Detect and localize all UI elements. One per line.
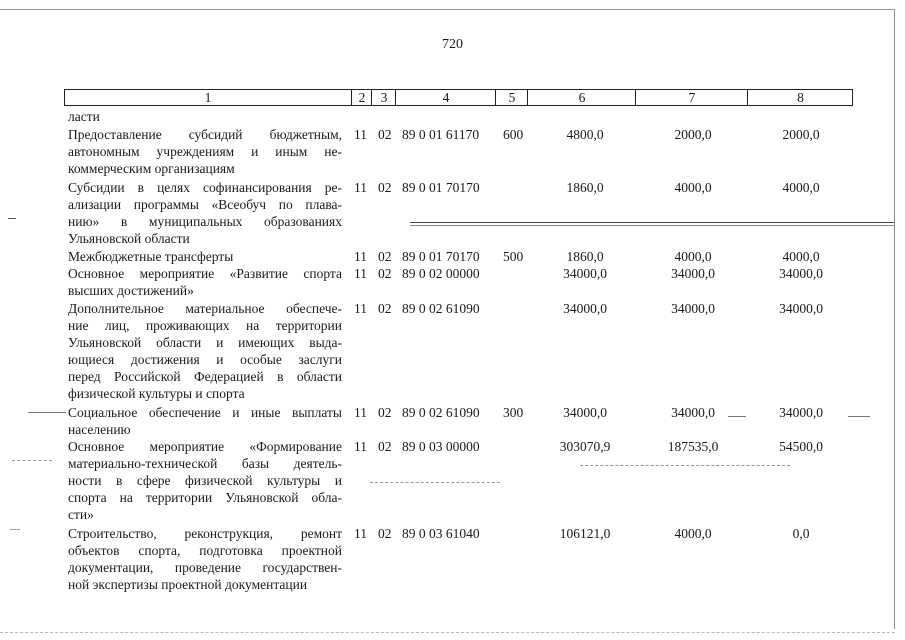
description-line: перед Российской Федерацией в области xyxy=(68,369,342,384)
description-line: Межбюджетные трансферты xyxy=(68,249,234,264)
scan-artifact-line xyxy=(410,222,894,223)
description-line: Ульяновской области xyxy=(68,231,190,246)
target-article-code: 89 0 03 61040 xyxy=(402,526,480,541)
amount-col-6: 4800,0 xyxy=(566,127,604,142)
description-line: документации, проведение государствен- xyxy=(68,560,342,575)
table-header xyxy=(64,89,853,106)
scan-artifact-line xyxy=(410,225,894,226)
description-line: ние лиц, проживающих на территории xyxy=(68,318,342,333)
description-line: Предоставление субсидий бюджетным, xyxy=(68,127,342,142)
amount-col-7: 34000,0 xyxy=(671,266,715,281)
amount-col-8: 34000,0 xyxy=(779,266,823,281)
expense-type-code: 500 xyxy=(503,249,524,264)
row-description xyxy=(68,126,342,177)
scan-border-right xyxy=(894,9,895,629)
description-line: сти» xyxy=(68,507,94,522)
scan-artifact-line xyxy=(728,416,746,417)
row-description xyxy=(68,525,342,593)
amount-col-6: 34000,0 xyxy=(563,301,607,316)
scan-artifact-line xyxy=(848,416,870,417)
amount-col-8: 2000,0 xyxy=(782,127,820,142)
target-article-code: 89 0 01 61170 xyxy=(402,127,480,142)
description-line: населению xyxy=(68,422,131,437)
header-col-2: 2 xyxy=(351,90,372,105)
amount-col-7: 34000,0 xyxy=(671,301,715,316)
amount-col-8: 4000,0 xyxy=(782,180,820,195)
amount-col-6: 106121,0 xyxy=(559,526,611,541)
description-line: Субсидии в целях софинансирования ре- xyxy=(68,180,342,195)
row-description xyxy=(68,404,342,438)
amount-col-7: 4000,0 xyxy=(674,526,712,541)
header-col-1: 1 xyxy=(204,90,212,105)
target-article-code: 89 0 02 61090 xyxy=(402,405,480,420)
row-description xyxy=(68,438,342,523)
header-col-6: 6 xyxy=(527,90,636,105)
scan-artifact-dots xyxy=(580,465,790,466)
description-line: ной экспертизы проектной документации xyxy=(68,577,308,592)
section-code: 11 xyxy=(354,301,367,316)
scan-artifact-mark xyxy=(8,218,16,219)
amount-col-7: 2000,0 xyxy=(674,127,712,142)
subsection-code: 02 xyxy=(378,439,392,454)
target-article-code: 89 0 02 00000 xyxy=(402,266,480,281)
amount-col-7: 4000,0 xyxy=(674,180,712,195)
section-code: 11 xyxy=(354,180,367,195)
description-line: нию» в муниципальных образованиях xyxy=(68,214,342,229)
description-line: ности в сфере физической культуры и xyxy=(68,473,342,488)
description-line: Строительство, реконструкция, ремонт xyxy=(68,526,342,541)
amount-col-8: 34000,0 xyxy=(779,301,823,316)
continuation-text: ласти xyxy=(68,109,100,124)
description-line: материально-технической базы деятель- xyxy=(68,456,342,471)
row-description xyxy=(68,265,342,299)
amount-col-7: 34000,0 xyxy=(671,405,715,420)
subsection-code: 02 xyxy=(378,526,392,541)
row-description xyxy=(68,300,342,402)
subsection-code: 02 xyxy=(378,180,392,195)
subsection-code: 02 xyxy=(378,249,392,264)
amount-col-6: 34000,0 xyxy=(563,266,607,281)
amount-col-8: 4000,0 xyxy=(782,249,820,264)
subsection-code: 02 xyxy=(378,266,392,281)
expense-type-code: 600 xyxy=(503,127,524,142)
target-article-code: 89 0 02 61090 xyxy=(402,301,480,316)
header-col-5: 5 xyxy=(495,90,528,105)
section-code: 11 xyxy=(354,249,367,264)
subsection-code: 02 xyxy=(378,127,392,142)
description-line: ющиеся достижения и особые заслуги xyxy=(68,352,342,367)
amount-col-6: 303070,9 xyxy=(559,439,611,454)
header-col-8: 8 xyxy=(747,90,853,105)
scan-artifact-dots xyxy=(10,529,20,530)
amount-col-6: 1860,0 xyxy=(566,180,604,195)
description-line: Дополнительное материальное обеспече- xyxy=(68,301,342,316)
description-line: спорта на территории Ульяновской обла- xyxy=(68,490,342,505)
amount-col-8: 54500,0 xyxy=(779,439,823,454)
description-line: коммерческим организациям xyxy=(68,161,235,176)
amount-col-6: 34000,0 xyxy=(563,405,607,420)
header-col-3: 3 xyxy=(371,90,396,105)
section-code: 11 xyxy=(354,526,367,541)
header-col-4: 4 xyxy=(395,90,496,105)
amount-col-6: 1860,0 xyxy=(566,249,604,264)
row-description xyxy=(68,179,342,247)
description-line: Основное мероприятие «Формирование xyxy=(68,439,342,454)
target-article-code: 89 0 01 70170 xyxy=(402,180,480,195)
description-line: Ульяновской области и имеющих выда- xyxy=(68,335,342,350)
expense-type-code: 300 xyxy=(503,405,524,420)
section-code: 11 xyxy=(354,266,367,281)
scan-artifact-dots xyxy=(0,632,895,633)
scan-artifact-line xyxy=(28,412,66,413)
section-code: 11 xyxy=(354,127,367,142)
amount-col-7: 4000,0 xyxy=(674,249,712,264)
scan-artifact-dots xyxy=(12,460,52,461)
subsection-code: 02 xyxy=(378,405,392,420)
amount-col-8: 34000,0 xyxy=(779,405,823,420)
subsection-code: 02 xyxy=(378,301,392,316)
description-line: высших достижений» xyxy=(68,283,194,298)
row-description xyxy=(68,248,342,265)
description-line: объектов спорта, подготовка проектной xyxy=(68,543,342,558)
description-line: физической культуры и спорта xyxy=(68,386,245,401)
page-number: 720 xyxy=(442,37,463,52)
scan-artifact-dots xyxy=(370,482,500,483)
description-line: автономным учреждениям и иным не- xyxy=(68,144,342,159)
amount-col-7: 187535,0 xyxy=(667,439,719,454)
section-code: 11 xyxy=(354,405,367,420)
description-line: Социальное обеспечение и иные выплаты xyxy=(68,405,342,420)
target-article-code: 89 0 03 00000 xyxy=(402,439,480,454)
scan-border-top xyxy=(0,9,895,10)
target-article-code: 89 0 01 70170 xyxy=(402,249,480,264)
amount-col-8: 0,0 xyxy=(792,526,810,541)
description-line: ализации программы «Всеобуч по плава- xyxy=(68,197,342,212)
header-col-7: 7 xyxy=(635,90,748,105)
description-line: Основное мероприятие «Развитие спорта xyxy=(68,266,342,281)
section-code: 11 xyxy=(354,439,367,454)
